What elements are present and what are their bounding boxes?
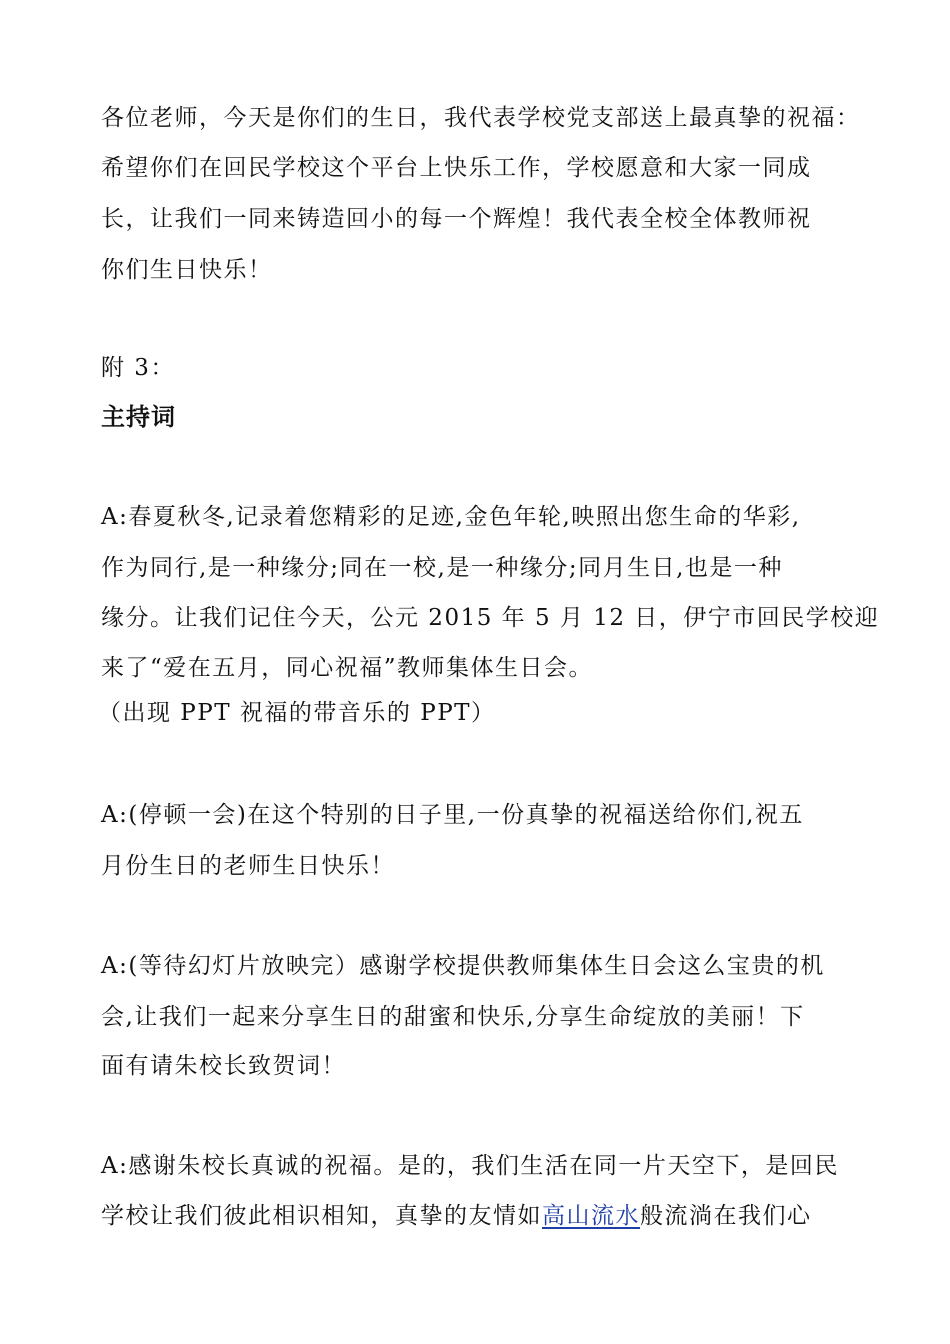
paragraph-text: 学校让我们彼此相识相知，真挚的友情如	[101, 1203, 542, 1229]
paragraph-line: 长，让我们一同来铸造回小的每一个辉煌！我代表全校全体教师祝	[101, 206, 812, 232]
paragraph-line: 你们生日快乐！	[101, 257, 273, 283]
paragraph-line: A:(停顿一会)在这个特别的日子里,一份真挚的祝福送给你们,祝五	[101, 802, 804, 828]
section-heading: 主持词	[101, 403, 176, 431]
paragraph-line: A:感谢朱校长真诚的祝福。是的，我们生活在同一片天空下，是回民	[101, 1153, 839, 1179]
paragraph-line: 面有请朱校长致贺词！	[101, 1053, 346, 1079]
paragraph-line: 作为同行,是一种缘分;同在一校,是一种缘分;同月生日,也是一种	[101, 555, 783, 581]
hyperlink-gaoshanliushui[interactable]: 高山流水	[542, 1203, 640, 1229]
paragraph-line: 月份生日的老师生日快乐！	[101, 853, 395, 879]
paragraph-line: 会,让我们一起来分享生日的甜蜜和快乐,分享生命绽放的美丽！下	[101, 1004, 805, 1030]
paragraph-text: 般流淌在我们心	[640, 1203, 812, 1229]
paragraph-line: 来了“爱在五月，同心祝福”教师集体生日会。	[101, 655, 594, 681]
stage-note: （出现 PPT 祝福的带音乐的 PPT）	[98, 700, 496, 726]
paragraph-line: A:(等待幻灯片放映完）感谢学校提供教师集体生日会这么宝贵的机	[101, 953, 825, 979]
paragraph-line: 各位老师，今天是你们的生日，我代表学校党支部送上最真挚的祝福：	[101, 105, 861, 131]
paragraph-line	[101, 1201, 812, 1231]
appendix-label: 附 3：	[101, 355, 175, 381]
paragraph-line: A:春夏秋冬,记录着您精彩的足迹,金色年轮,映照出您生命的华彩,	[101, 504, 801, 530]
paragraph-line: 希望你们在回民学校这个平台上快乐工作，学校愿意和大家一同成	[101, 155, 812, 181]
paragraph-line: 缘分。让我们记住今天，公元 2015 年 5 月 12 日，伊宁市回民学校迎	[101, 605, 880, 631]
